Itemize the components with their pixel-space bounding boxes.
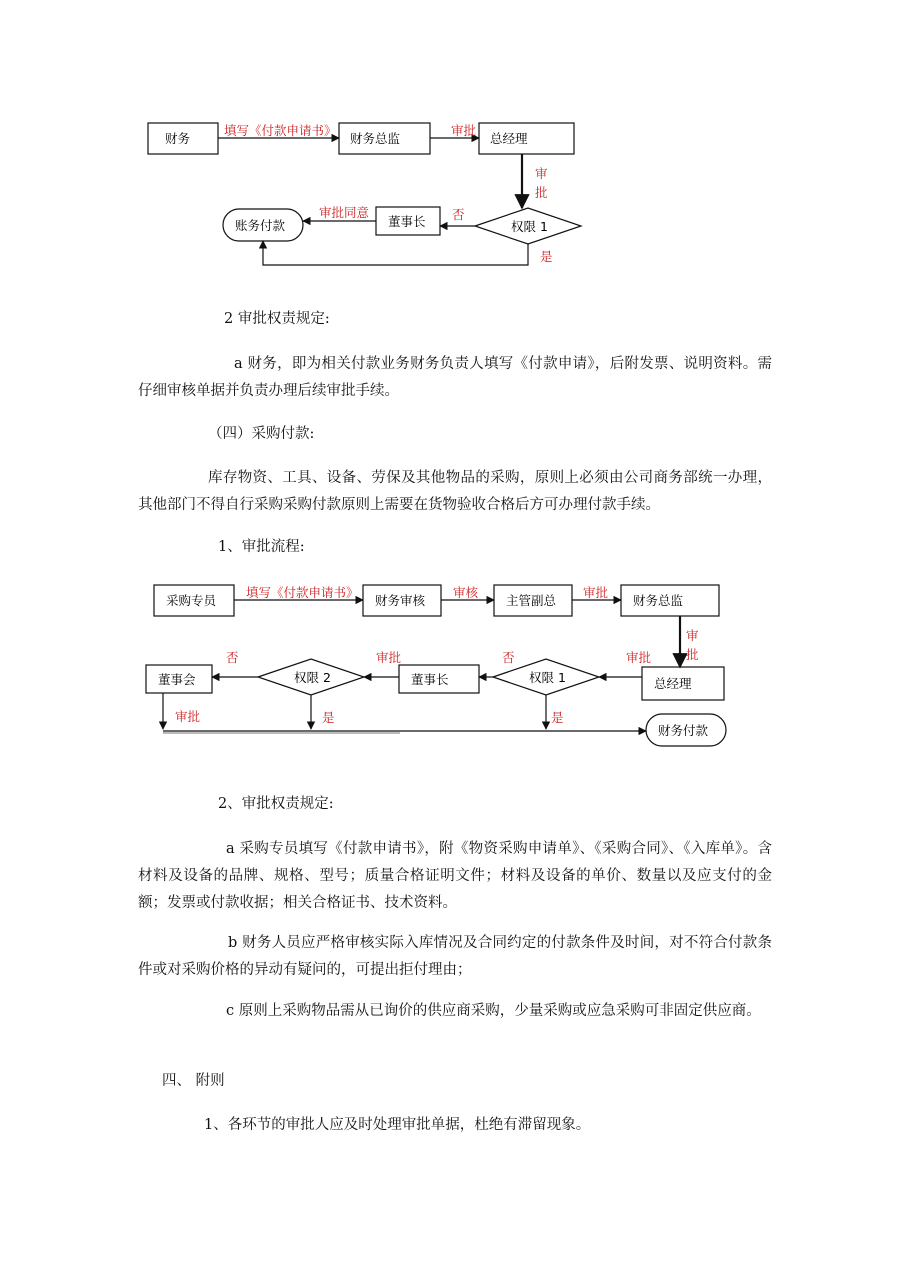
label-yes-2: 是: [322, 710, 335, 725]
node-cfo: [339, 123, 430, 154]
payment-flowchart-1: [0, 100, 909, 280]
label-approve-board: 审批: [175, 709, 201, 724]
purchase-heading: （四）采购付款:: [208, 426, 315, 442]
svg-text:财务总监: 财务总监: [350, 131, 401, 146]
rights-item-a-1: a 财务，即为相关付款业务财务负责人填写《付款申请》，后附发票、说明资料。需仔细审核单据并负责办理后续审批手续。: [138, 356, 772, 399]
label-fill-form: 填写《付款申请书》: [224, 123, 337, 138]
label-approve-vertical-2: 批: [535, 185, 548, 200]
flow-heading: 1、审批流程:: [218, 539, 305, 555]
label-yes-1: 是: [551, 710, 564, 725]
svg-text:财务总监: 财务总监: [633, 593, 684, 608]
label-review: 审核: [453, 585, 479, 600]
svg-text:采购专员: 采购专员: [166, 593, 217, 608]
label-approve-agree: 审批同意: [319, 205, 370, 220]
node-purchasing-specialist: [154, 585, 234, 616]
node-finance: [148, 123, 218, 154]
label-approve-vertical-1: 审: [686, 628, 699, 643]
svg-text:财务审核: 财务审核: [375, 593, 426, 608]
svg-text:总经理: 总经理: [490, 131, 528, 146]
svg-text:董事会: 董事会: [158, 672, 196, 687]
svg-text:账务付款: 账务付款: [235, 218, 286, 233]
node-board: [146, 665, 212, 693]
rights-item-b-2: b 财务人员应严格审核实际入库情况及合同约定的付款条件及时间，对不符合付款条件或对采购价格的异动有疑问的，可提出拒付理由；: [138, 935, 772, 978]
label-approve-cfo: 审批: [451, 123, 477, 138]
node-cfo: [621, 585, 719, 616]
rights-heading-1: 2 审批权责规定:: [224, 311, 330, 327]
label-approve-vertical-2: 批: [686, 647, 699, 662]
appendix-heading: 四、 附则: [162, 1073, 225, 1089]
svg-text:财务付款: 财务付款: [658, 723, 709, 738]
decision-authority-1: [475, 208, 581, 244]
label-approve-vp: 审批: [583, 585, 609, 600]
rights-item-c-2: c 原则上采购物品需从已询价的供应商采购，少量采购或应急采购可非固定供应商。: [226, 1003, 761, 1019]
purchase-body: 库存物资、工具、设备、劳保及其他物品的采购，原则上必须由公司商务部统一办理，其他部门不得自行采购采购付款原则上需要在货物验收合格后方可办理付款手续。: [138, 470, 772, 513]
rights-item-a-2: a 采购专员填写《付款申请书》，附《物资采购申请单》、《采购合同》、《入库单》。含材料及设备的品牌、规格、型号；质量合格证明文件；材料及设备的单价、数量以及应支付的金额；发票或付款收据；相关合格证书、技术资料。: [138, 841, 772, 911]
label-no: 否: [452, 207, 465, 222]
svg-text:权限 1: 权限 1: [529, 670, 566, 685]
node-general-manager: [642, 667, 724, 700]
label-yes: 是: [540, 249, 553, 264]
decision-authority-2: [258, 659, 364, 695]
node-chairman: [376, 207, 440, 235]
node-accounting-payment: [223, 209, 303, 241]
node-vice-president: [494, 585, 572, 616]
svg-text:董事长: 董事长: [411, 672, 449, 687]
svg-text:权限 1: 权限 1: [511, 219, 548, 234]
label-approve-chairman: 审批: [376, 650, 402, 665]
node-chairman: [399, 665, 479, 693]
arrow-decision-yes-to-payment: [263, 241, 528, 265]
node-general-manager: [479, 123, 574, 154]
node-finance-payment: [646, 714, 726, 746]
appendix-item-1: 1、各环节的审批人应及时处理审批单据，杜绝有滞留现象。: [204, 1117, 591, 1133]
label-approve-gm: 审批: [626, 650, 652, 665]
label-approve-vertical-1: 审: [535, 166, 548, 181]
svg-text:权限 2: 权限 2: [294, 670, 331, 685]
label-fill-form: 填写《付款申请书》: [246, 585, 359, 600]
rights-heading-2: 2、审批权责规定:: [218, 796, 334, 812]
label-no-2: 否: [226, 650, 239, 665]
svg-text:主管副总: 主管副总: [506, 593, 557, 608]
svg-text:董事长: 董事长: [388, 214, 426, 229]
svg-text:总经理: 总经理: [654, 676, 692, 691]
svg-text:财务: 财务: [165, 131, 191, 146]
label-no-1: 否: [502, 650, 515, 665]
payment-flowchart-2: [0, 575, 909, 755]
node-finance-review: [363, 585, 441, 616]
